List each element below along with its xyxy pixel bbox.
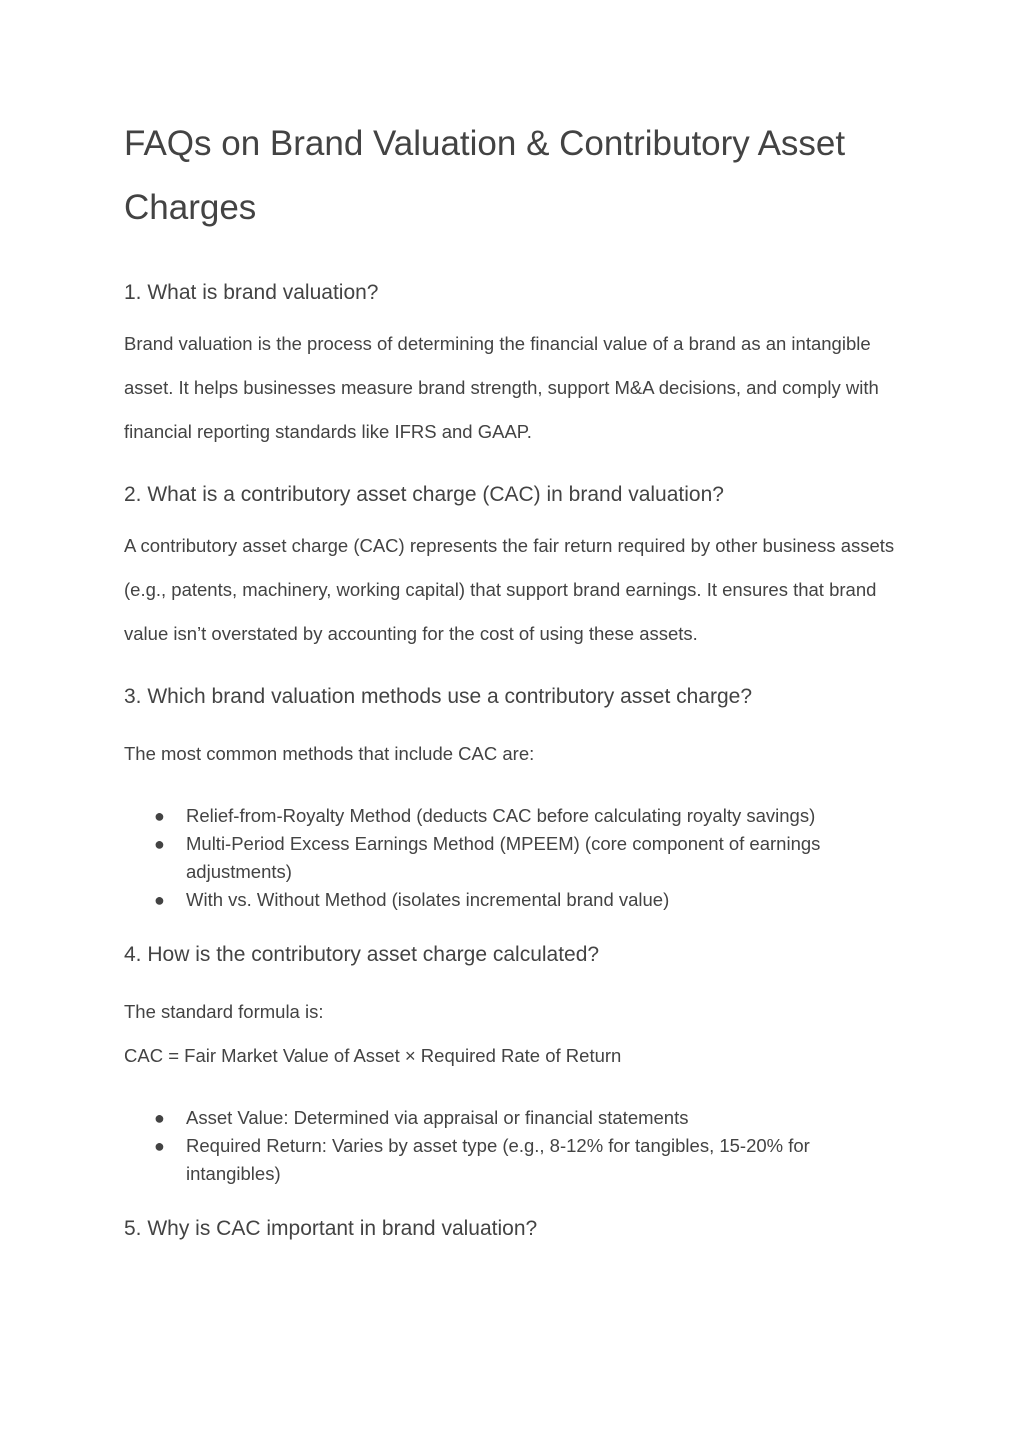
faq-heading-2: 2. What is a contributory asset charge (CAC) in brand valuation? (124, 483, 724, 506)
bullet-icon: ● (154, 834, 165, 854)
bullet-icon: ● (154, 1136, 165, 1156)
page-title: FAQs on Brand Valuation & Contributory Asset Charges (124, 124, 846, 227)
list-item: ● With vs. Without Method (isolates incremental brand value) (124, 886, 904, 914)
bullet-icon: ● (154, 890, 165, 910)
bullet-icon: ● (154, 1108, 165, 1128)
faq-intro-4: The standard formula is: (124, 1001, 324, 1022)
list-item: ● Required Return: Varies by asset type (e.g., 8-12% for tangibles, 15-20% for intangibles) (124, 1132, 904, 1188)
faq-heading-5: 5. Why is CAC important in brand valuation? (124, 1217, 538, 1240)
cac-formula: CAC = Fair Market Value of Asset × Required Rate of Return (124, 1045, 622, 1066)
faq-heading-4: 4. How is the contributory asset charge calculated? (124, 943, 600, 966)
list-item: ● Asset Value: Determined via appraisal or financial statements (124, 1104, 904, 1132)
faq-intro-3: The most common methods that include CAC are: (124, 743, 535, 764)
document-page (124, 112, 904, 1244)
faq-heading-3: 3. Which brand valuation methods use a contributory asset charge? (124, 685, 753, 708)
faq-heading-1: 1. What is brand valuation? (124, 281, 379, 304)
list-item: ● Relief-from-Royalty Method (deducts CAC before calculating royalty savings) (124, 802, 904, 830)
faq-answer-2: A contributory asset charge (CAC) represents the fair return required by other business assets (e.g., patents, machinery, working capital) that support brand earnings. It ensures that brand value isn’t overstated by accounting for the cost of using these assets. (124, 535, 895, 644)
bullet-icon: ● (154, 806, 165, 826)
faq-answer-1: Brand valuation is the process of determining the financial value of a brand as an intangible asset. It helps businesses measure brand strength, support M&A decisions, and comply with financial reporting standards like IFRS and GAAP. (124, 333, 879, 442)
list-item: ● Multi-Period Excess Earnings Method (MPEEM) (core component of earnings adjustments) (124, 830, 904, 886)
bullet-list-3 (124, 802, 904, 914)
bullet-list-4 (124, 1104, 904, 1188)
